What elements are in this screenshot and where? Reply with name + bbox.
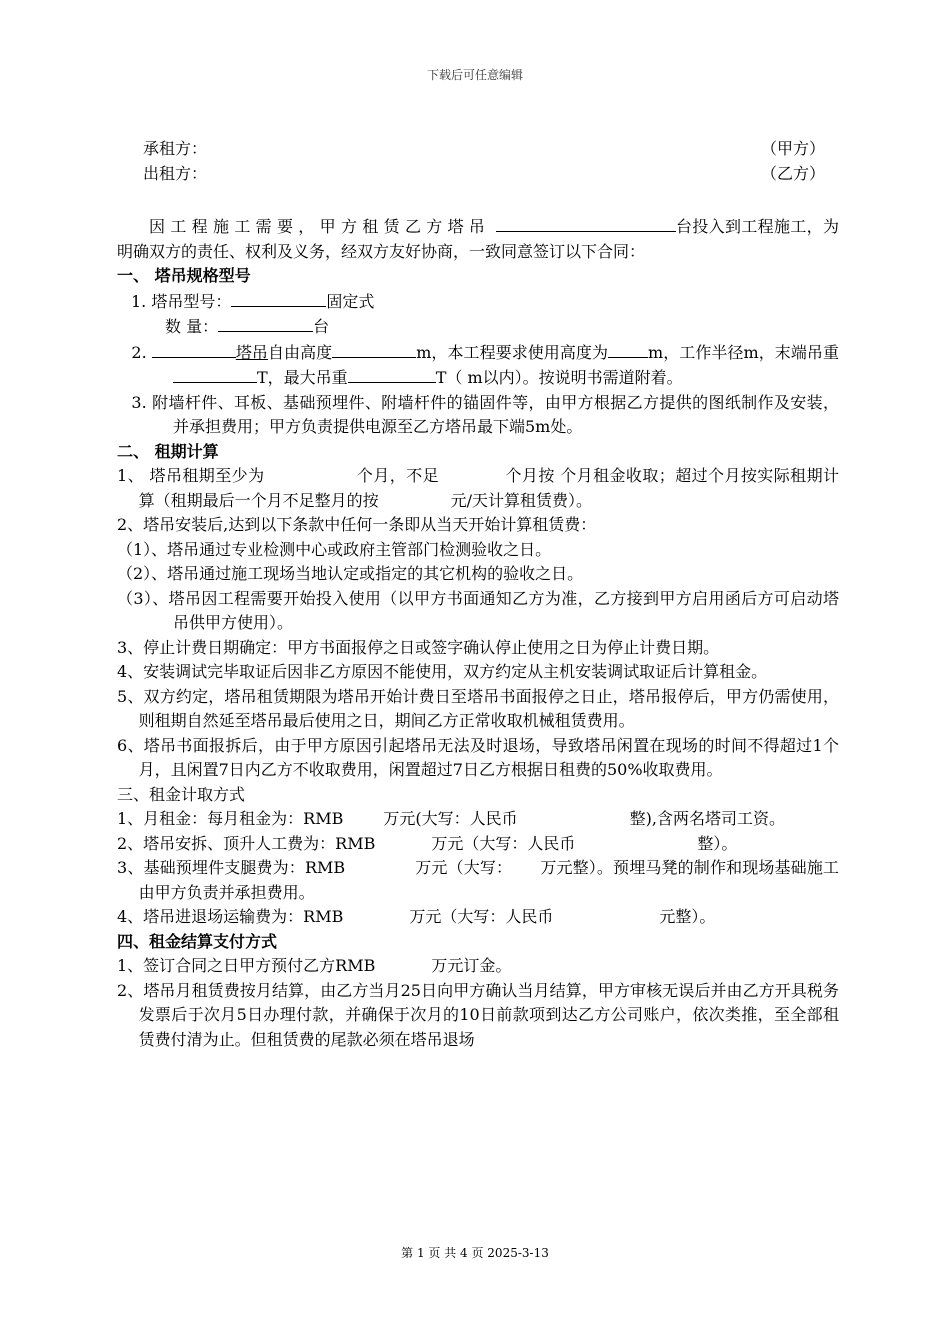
- s3-item-2: [117, 832, 839, 857]
- s3-item-1: [117, 807, 839, 832]
- s2-i1-d: 元/天计算租赁费）。: [450, 490, 593, 510]
- s4-item-1: [117, 954, 839, 979]
- s1-i2-blank-2: [332, 340, 416, 358]
- s2-item-4: 4、安装调试完毕取证后因非乙方原因不能使用，双方约定从主机安装调试取证后计算租金。: [117, 662, 768, 681]
- s3-i3-c: 万元整）。预埋马凳的制作和现场基础施工由甲方负责并承担费用。: [138, 858, 839, 902]
- s3-i4-a: 4、塔吊进退场运输费为：RMB: [117, 907, 344, 926]
- s1-i2-tower: 塔吊: [235, 342, 268, 362]
- s1-i2-blank-5: [348, 365, 436, 383]
- section-2-title: 二、 租期计算: [117, 441, 219, 461]
- s1-i2-text-3: T，最大吊重: [257, 368, 348, 387]
- s1-quantity-blank: [218, 314, 313, 332]
- s2-i1-a: 1、 塔吊租期至少为: [117, 466, 265, 485]
- s2-item-5: 5、双方约定，塔吊租赁期限为塔吊开始计费日至塔吊书面报停之日止，塔吊报停后，甲方仍需使用，则租期自然延至塔吊最后使用之日，期间乙方正常收取机械租赁费用。: [117, 686, 839, 730]
- s3-i4-b: 万元（大写：人民币: [409, 907, 554, 926]
- s2-i1-c: 个月按 个月租金收取；超过个月按实际租期计算（租期最后一个月不足整月的按: [138, 466, 839, 510]
- s2-item-1: [117, 464, 839, 513]
- s1-quantity: [117, 314, 839, 340]
- s2-condition-3: （3）、塔吊因工程需要开始投入使用（以甲方书面通知乙方为准，乙方接到甲方启用函后方可启动塔吊供甲方使用）。: [117, 588, 839, 632]
- lessee-label: 承租方：: [143, 139, 208, 158]
- s4-i1-b: 万元订金。: [431, 956, 512, 975]
- s1-item-3: 3. 附墙杆件、耳板、基础预埋件、附墙杆件的锚固件等，由甲方根据乙方提供的图纸制作及安装，并承担费用；甲方负责提供电源至乙方塔吊最下端5m处。: [131, 392, 839, 436]
- s3-i1-c: 整),含两名塔司工资。: [629, 809, 785, 828]
- s2-item-6: 6、塔吊书面报拆后，由于甲方原因引起塔吊无法及时退场，导致塔吊闲置在现场的时间不得超过1个月，且闲置7日内乙方不收取费用，闲置超过7日乙方根据日租费的50%收取费用。: [117, 735, 839, 779]
- s2-item-2: 2、塔吊安装后,达到以下条款中任何一条即从当天开始计算租赁费：: [117, 515, 597, 534]
- intro-paragraph: [117, 214, 839, 264]
- s3-item-3: [117, 856, 839, 905]
- s3-i2-a: 2、塔吊安拆、顶升人工费为：RMB: [117, 833, 376, 853]
- s1-i2-num: 2.: [131, 342, 152, 362]
- s3-i1-a: 1、月租金：每月租金为：RMB: [117, 809, 344, 828]
- s3-i2-c: 整）。: [697, 833, 738, 853]
- s1-i2-free-height: 自由高度: [267, 342, 333, 362]
- document-body: [117, 137, 839, 1052]
- s1-i2-text-4: T（ m以内）。按说明书需道附着。: [435, 368, 683, 387]
- s1-i2-text-2: m，工作半径m，末端吊重: [648, 342, 839, 362]
- s3-item-4: [117, 905, 839, 930]
- s1-quantity-suffix: 台: [313, 317, 330, 336]
- intro-text-2: 台投入到工程施工，为明确双方的责任、权利及义务，经双方友好协商，一致同意签订以下合同：: [117, 217, 839, 261]
- s4-item-2: 2、塔吊月租赁费按月结算，由乙方当月25日向甲方确认当月结算，甲方审核无误后并由乙方开具税务发票后于次月5日办理付款，并确保于次月的10日前款项到达乙方公司账户，依次类推，至全部租赁费付清为止。但租赁费的尾款必须在塔吊退场: [117, 980, 839, 1049]
- page-header: 下载后可任意编辑: [426, 68, 523, 82]
- s4-i1-a: 1、签订合同之日甲方预付乙方RMB: [117, 956, 376, 975]
- s3-i3-b: 万元（大写：: [415, 858, 513, 877]
- s1-model-blank: [231, 289, 326, 307]
- section-1-title: 一、 塔吊规格型号: [117, 266, 251, 285]
- s3-i4-c: 元整）。: [659, 907, 716, 926]
- lessor-role: （乙方）: [760, 163, 825, 183]
- s2-item-3: 3、停止计费日期确定：甲方书面报停之日或签字确认停止使用之日为停止计费日期。: [117, 637, 720, 657]
- lessor-row: [117, 162, 839, 187]
- section-4-title: 四、租金结算支付方式: [117, 931, 278, 951]
- s1-item-2: [117, 340, 839, 391]
- s3-i3-a: 3、基础预埋件支腿费为：RMB: [117, 858, 346, 877]
- s1-model-suffix: 固定式: [326, 291, 375, 311]
- s2-condition-1: （1）、塔吊通过专业检测中心或政府主管部门检测验收之日。: [117, 539, 552, 559]
- lessee-role: （甲方）: [760, 139, 825, 158]
- s1-i2-text: m，本工程要求使用高度为: [416, 342, 609, 362]
- s3-i1-b: 万元(大写：人民币: [383, 809, 518, 828]
- s1-i2-blank-4: [173, 365, 257, 383]
- s1-i2-blank-3: [608, 340, 648, 358]
- s3-i2-b: 万元（大写：人民币: [431, 833, 576, 853]
- lessor-label: 出租方：: [143, 163, 208, 183]
- page-footer: 第 1 页 共 4 页 2025-3-13: [401, 1246, 549, 1260]
- s1-quantity-label: 数 量：: [165, 317, 219, 336]
- intro-quantity-blank: [496, 214, 676, 232]
- intro-text-1: 因工程施工需要，甲方租赁乙方塔吊: [149, 217, 491, 236]
- lessee-row: [117, 137, 839, 162]
- s1-item-1: [117, 289, 839, 315]
- section-3-title: 三、租金计取方式: [117, 784, 246, 804]
- s2-i1-b: 个月，不足: [356, 466, 440, 485]
- s2-condition-2: （2）、塔吊通过施工现场当地认定或指定的其它机构的验收之日。: [117, 564, 584, 583]
- s1-i2-blank-1: [152, 340, 236, 358]
- s1-model-label: 1. 塔吊型号：: [131, 291, 232, 311]
